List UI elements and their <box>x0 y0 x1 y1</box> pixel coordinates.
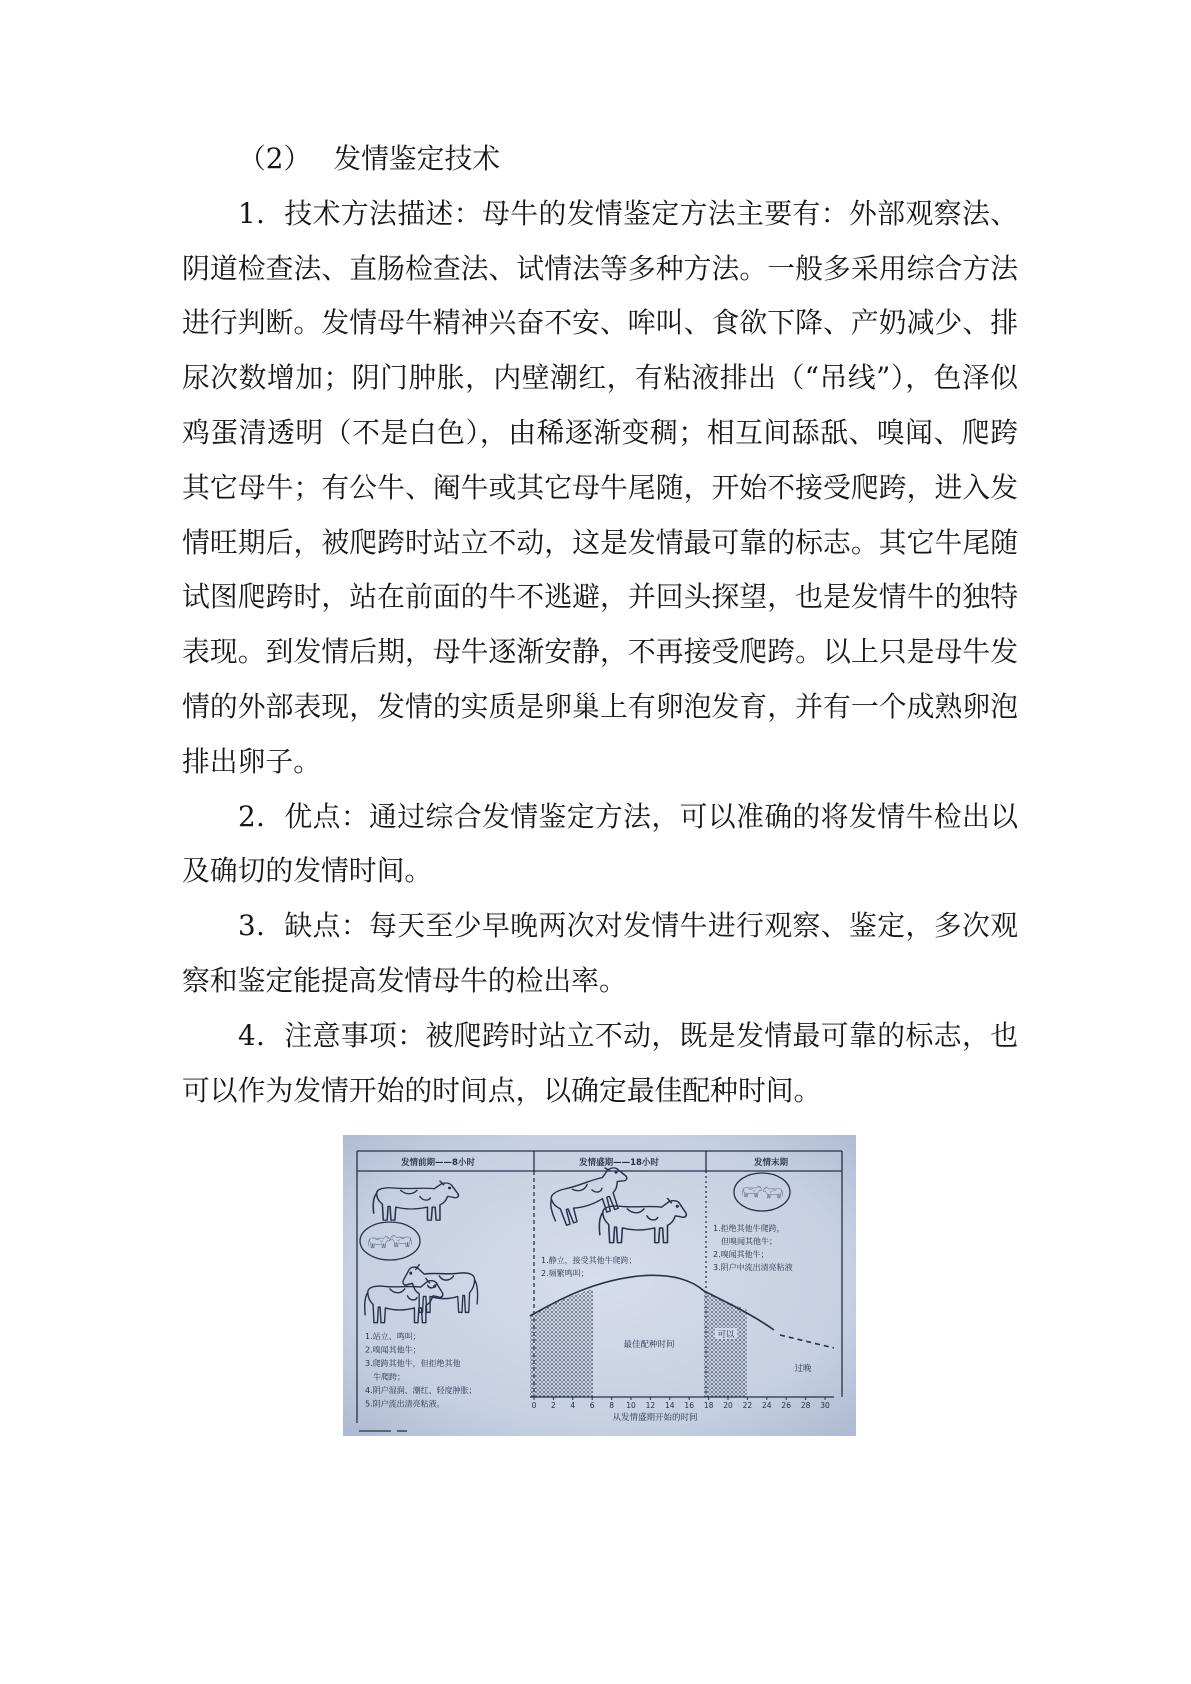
text-line: 阴道检查法、直肠检查法、试情法等多种方法。一般多采用综合方法 <box>182 251 1018 285</box>
phase-header-early: 发情前期——8小时 <box>401 1158 475 1168</box>
late-note: 3.阴户中流出清亮粘液 <box>713 1263 793 1272</box>
paragraph-list <box>182 187 1018 1119</box>
best-breeding-time-label: 最佳配种时间 <box>623 1340 675 1350</box>
text-line: 4．注意事项：被爬跨时站立不动，既是发情最可靠的标志，也 <box>238 1018 1018 1052</box>
tick-label: 0 <box>531 1401 537 1410</box>
early-note: 2.嗅闻其他牛； <box>365 1345 421 1355</box>
text-line: 其它母牛；有公牛、阉牛或其它母牛尾随，开始不接受爬跨，进入发 <box>182 470 1018 504</box>
tick-label: 18 <box>703 1401 714 1410</box>
tick-label: 14 <box>665 1401 675 1410</box>
late-note: 2.嗅闻其他牛； <box>713 1250 769 1259</box>
text-line: 排出卵子。 <box>182 744 321 778</box>
paragraph <box>182 899 1018 1009</box>
paragraph <box>182 790 1018 900</box>
x-axis-label: 从发情盛期开始的时间 <box>612 1413 698 1423</box>
tick-label: 16 <box>684 1401 694 1410</box>
early-note: 4.阴户湿润、潮红、轻度肿胀； <box>365 1386 477 1395</box>
paragraph <box>182 1009 1018 1119</box>
tick-label: 8 <box>609 1401 614 1410</box>
estrus-figure <box>343 1135 856 1436</box>
acceptable-label: 可以 <box>717 1330 735 1340</box>
text-line: 试图爬跨时，站在前面的牛不逃避，并回头探望，也是发情牛的独特 <box>182 580 1018 614</box>
text-line: 可以作为发情开始的时间点，以确定最佳配种时间。 <box>182 1073 822 1107</box>
body-text <box>182 132 1018 1118</box>
tick-label: 10 <box>626 1401 636 1410</box>
tick-label: 12 <box>645 1401 656 1410</box>
section-heading <box>182 132 1018 187</box>
early-note: 1.站立、鸣叫； <box>365 1332 421 1341</box>
late-note: 但嗅闻其他牛； <box>721 1237 777 1246</box>
tick-label: 30 <box>820 1401 830 1410</box>
text-line: 情的外部表现，发情的实质是卵巢上有卵泡发育，并有一个成熟卵泡 <box>182 689 1018 723</box>
peak-note: 2.频繁鸣叫； <box>541 1269 589 1278</box>
text-line: 及确切的发情时间。 <box>182 854 433 888</box>
tick-label: 6 <box>589 1401 595 1410</box>
text-line: 1．技术方法描述：母牛的发情鉴定方法主要有：外部观察法、 <box>238 196 1018 230</box>
text-line: 2．优点：通过综合发情鉴定方法，可以准确的将发情牛检出以 <box>238 799 1018 833</box>
text-line: 尿次数增加；阴门肿胀，内壁潮红，有粘液排出（“吊线”），色泽似 <box>182 361 1018 395</box>
tick-label: 22 <box>742 1401 753 1410</box>
tick-label: 24 <box>762 1401 772 1410</box>
phase-header-peak: 发情盛期——18小时 <box>579 1158 659 1168</box>
early-note: 牛爬跨； <box>373 1372 405 1382</box>
tick-label: 28 <box>800 1401 811 1410</box>
text-line: 情旺期后，被爬跨时站立不动，这是发情最可靠的标志。其它牛尾随 <box>182 525 1018 559</box>
section-number: （2） <box>238 142 312 175</box>
peak-note: 1.静立，接受其他牛爬跨； <box>541 1256 637 1265</box>
paragraph <box>182 187 1018 790</box>
text-line: 鸡蛋清透明（不是白色），由稀逐渐变稠；相互间舔舐、嗅闻、爬跨 <box>182 415 1018 449</box>
text-line: 进行判断。发情母牛精神兴奋不安、哞叫、食欲下降、产奶减少、排 <box>182 306 1018 340</box>
too-late-label: 过晚 <box>794 1364 812 1374</box>
text-line: 3．缺点：每天至少早晚两次对发情牛进行观察、鉴定，多次观 <box>238 909 1018 943</box>
late-note: 1.拒绝其他牛爬跨， <box>713 1224 785 1233</box>
text-line: 表现。到发情后期，母牛逐渐安静，不再接受爬跨。以上只是母牛发 <box>182 635 1018 669</box>
estrus-diagram <box>343 1135 856 1436</box>
text-line: 察和鉴定能提高发情母牛的检出率。 <box>182 963 627 997</box>
early-note: 3.爬跨其他牛，但拒绝其他 <box>365 1359 461 1368</box>
tick-label: 26 <box>781 1401 791 1410</box>
section-title: 发情鉴定技术 <box>333 142 501 175</box>
early-note: 5.阴户流出清亮粘液。 <box>365 1399 445 1409</box>
tick-label: 2 <box>551 1401 556 1410</box>
phase-header-late: 发情末期 <box>753 1158 789 1168</box>
tick-label: 20 <box>723 1401 733 1410</box>
tick-label: 4 <box>570 1401 576 1410</box>
